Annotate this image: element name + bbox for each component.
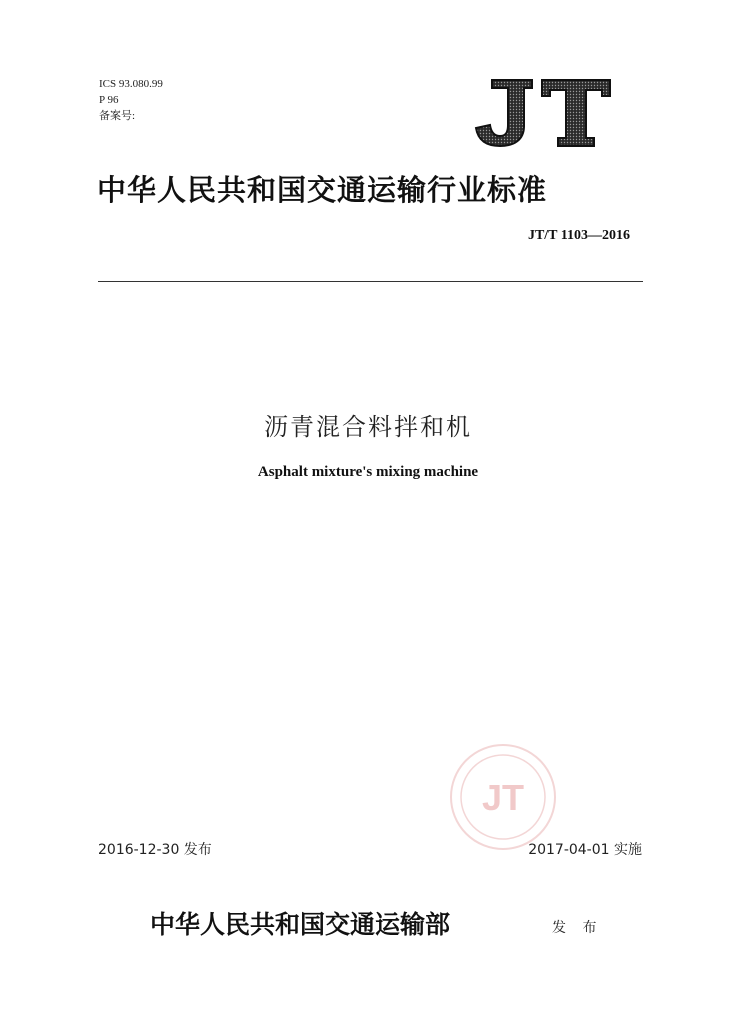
issue-date: 2016-12-30 发布	[98, 842, 212, 858]
document-title-english: Asphalt mixture's mixing machine	[257, 464, 479, 480]
svg-text:JT: JT	[481, 777, 525, 818]
publish-action: 发 布	[552, 920, 603, 936]
publisher-name: 中华人民共和国交通运输部	[150, 910, 451, 939]
classification-code: P 96	[99, 94, 119, 106]
implementation-date: 2017-04-01 实施	[528, 842, 642, 858]
document-metadata	[99, 76, 163, 124]
document-title-chinese: 沥青混合料拌和机	[264, 413, 472, 441]
header-divider	[98, 281, 643, 282]
ics-code: ICS 93.080.99	[99, 78, 163, 90]
jt-watermark-icon	[448, 742, 558, 852]
jt-logo-icon	[470, 78, 615, 148]
industry-standard-title: 中华人民共和国交通运输行业标准	[97, 173, 548, 207]
standard-number: JT/T 1103—2016	[527, 228, 630, 243]
record-number-label: 备案号:	[99, 110, 136, 122]
